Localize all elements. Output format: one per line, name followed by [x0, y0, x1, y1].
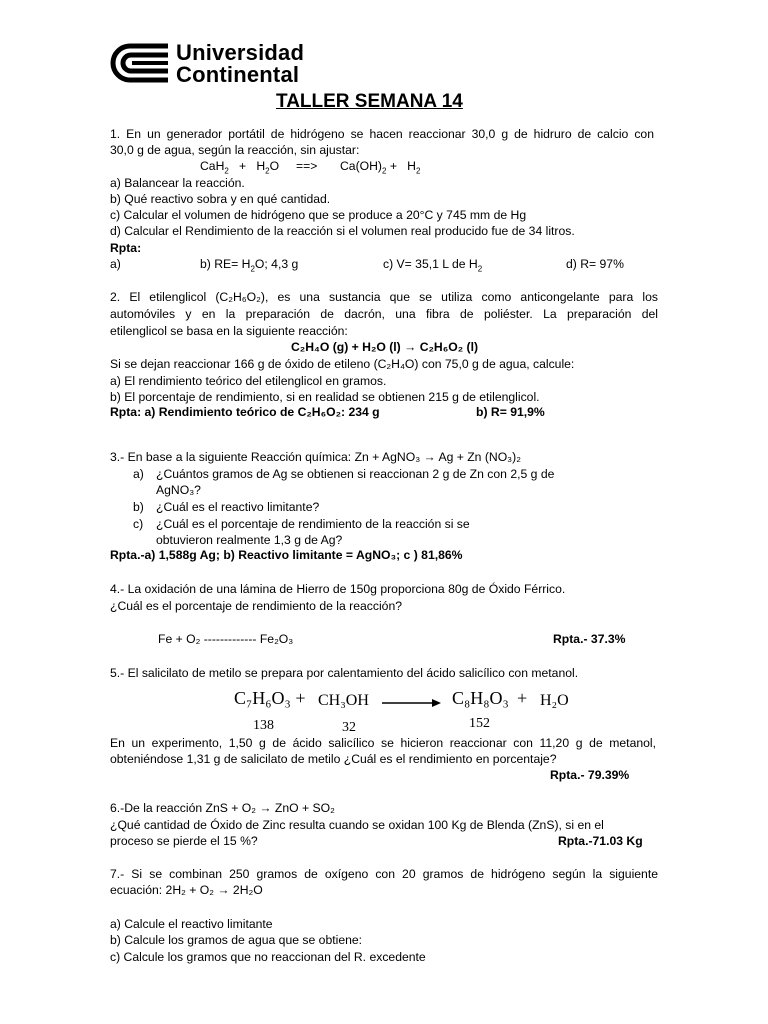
university-logo — [108, 42, 170, 84]
q3-item-b-label: b) — [133, 500, 144, 514]
q3-item-a-line2: AgNO₃? — [156, 483, 201, 497]
q2-rpta-b: b) R= 91,9% — [476, 405, 545, 419]
q1-item-b: b) Qué reactivo sobra y en qué cantidad. — [110, 192, 331, 206]
q5-plus: + — [517, 688, 528, 708]
q3-item-b-line1: ¿Cuál es el reactivo limitante? — [156, 500, 320, 514]
q2-rpta-a: Rpta: a) Rendimiento teórico de C₂H₆O₂: 234 g — [110, 405, 380, 419]
q1-line2: 30,0 g de agua, según la reacción, sin ajustar: — [110, 143, 360, 157]
q5-reactant-1: C₇H₆O₃ + — [234, 688, 306, 708]
continental-logo-icon — [108, 42, 170, 84]
q2-item-b: b) El porcentaje de rendimiento, si en realidad se obtienen 215 g de etilenglicol. — [110, 390, 540, 404]
q1-ans-a: a) — [110, 257, 121, 271]
q5-rpta: Rpta.- 79.39% — [550, 768, 630, 782]
q5-product-2: H₂O — [540, 692, 569, 709]
q2-equation: C₂H₄O (g) + H₂O (l) → C₂H₆O₂ (l) — [291, 340, 479, 354]
page-title: TALLER SEMANA 14 — [276, 91, 463, 112]
q3-item-c-line1: ¿Cuál es el porcentaje de rendimiento de la reacción si se — [156, 517, 470, 531]
q1-ans-d: d) R= 97% — [566, 257, 624, 271]
q6-line3: proceso se pierde el 15 %? — [110, 834, 258, 848]
q3-item-a-line1: ¿Cuántos gramos de Ag se obtienen si reaccionan 2 g de Zn con 2,5 g de — [156, 467, 555, 481]
q3-item-a-label: a) — [133, 467, 144, 481]
q1-equation: CaH$_2$ + $H_2O$ ==> — [200, 159, 318, 176]
q5-product-1: C₈H₈O₃ — [452, 688, 509, 708]
q1-ans-c: c) V= 35,1 L de $H_2$ — [383, 257, 483, 274]
q4-line1: 4.- La oxidación de una lámina de Hierro de 150g proporciona 80g de Óxido Férrico. — [110, 582, 566, 596]
q5-reactant-2: CH₃OH — [318, 692, 369, 709]
q5-line1: 5.- El salicilato de metilo se prepara por calentamiento del ácido salicílico con metanol. — [110, 666, 579, 680]
q6-rpta: Rpta.-71.03 Kg — [558, 834, 643, 848]
q5-mw-3: 152 — [469, 716, 490, 731]
q1-item-d: d) Calcular el Rendimiento de la reacción si el volumen real producido fue de 34 litros. — [110, 224, 575, 238]
q2-line2: automóviles y en la preparación de dacrón, una fibra de poliéster. La preparación del — [110, 307, 658, 321]
q7-item-c: c) Calcule los gramos que no reaccionan del R. excedente — [110, 950, 426, 964]
q5-arrow-icon — [382, 695, 442, 705]
q4-equation: Fe + O₂ ------------- Fe₂O₃ — [158, 632, 294, 646]
q4-line2: ¿Cuál es el porcentaje de rendimiento de la reacción? — [110, 599, 402, 613]
q3-item-c-label: c) — [133, 517, 144, 531]
q1-rpta-label: Rpta: — [110, 241, 142, 255]
university-name-line2: Continental — [176, 62, 300, 87]
q3-line1: 3.- En base a la siguiente Reacción química: Zn + AgNO₃ → Ag + Zn (NO₃)₂ — [110, 450, 521, 464]
q3-rpta: Rpta.-a) 1,588g Ag; b) Reactivo limitante = AgNO₃; c ) 81,86% — [110, 548, 463, 562]
q1-item-a: a) Balancear la reacción. — [110, 176, 245, 190]
q5-mw-1: 138 — [253, 718, 274, 733]
q7-line2: ecuación: 2H₂ + O₂ → 2H₂O — [110, 883, 263, 897]
q5-line2: En un experimento, 1,50 g de ácido salicílico se hicieron reaccionar con 11,20 g de metanol, — [110, 736, 656, 750]
q5-mw-2: 32 — [342, 720, 356, 735]
university-name-line1: Universidad — [176, 40, 305, 65]
q3-item-c-line2: obtuvieron realmente 1,3 g de Ag? — [156, 533, 343, 547]
q6-line1: 6.-De la reacción ZnS + O₂ → ZnO + SO₂ — [110, 801, 335, 815]
q2-line3: etilenglicol se basa en la siguiente reacción: — [110, 324, 348, 338]
q2-item-a: a) El rendimiento teórico del etilenglicol en gramos. — [110, 374, 387, 388]
q1-line1: 1. En un generador portátil de hidrógeno se hacen reaccionar 30,0 g de hidruro de calcio con — [110, 127, 654, 141]
q1-equation-products: $Ca(OH)_2$ + $H_2$ — [340, 159, 421, 176]
q6-line2: ¿Qué cantidad de Óxido de Zinc resulta cuando se oxidan 100 Kg de Blenda (ZnS), si en el — [110, 818, 604, 832]
q5-line3: obteniéndose 1,31 g de salicilato de metilo ¿Cuál es el rendimiento en porcentaje? — [110, 752, 557, 766]
q7-line1: 7.- Si se combinan 250 gramos de oxígeno con 20 gramos de hidrógeno según la siguiente — [110, 867, 658, 881]
q7-item-b: b) Calcule los gramos de agua que se obtiene: — [110, 933, 363, 947]
q2-line1: 2. El etilenglicol (C₂H₆O₂), es una sustancia que se utiliza como anticongelante para los — [110, 290, 658, 304]
q7-item-a: a) Calcule el reactivo limitante — [110, 917, 273, 931]
q2-line4: Si se dejan reaccionar 166 g de óxido de etileno (C₂H₄O) con 75,0 g de agua, calcule: — [110, 357, 575, 371]
q4-rpta: Rpta.- 37.3% — [553, 632, 626, 646]
q1-item-c: c) Calcular el volumen de hidrógeno que se produce a 20°C y 745 mm de Hg — [110, 208, 527, 222]
q1-ans-b: b) $RE= H_2O$; 4,3 g — [200, 257, 299, 274]
